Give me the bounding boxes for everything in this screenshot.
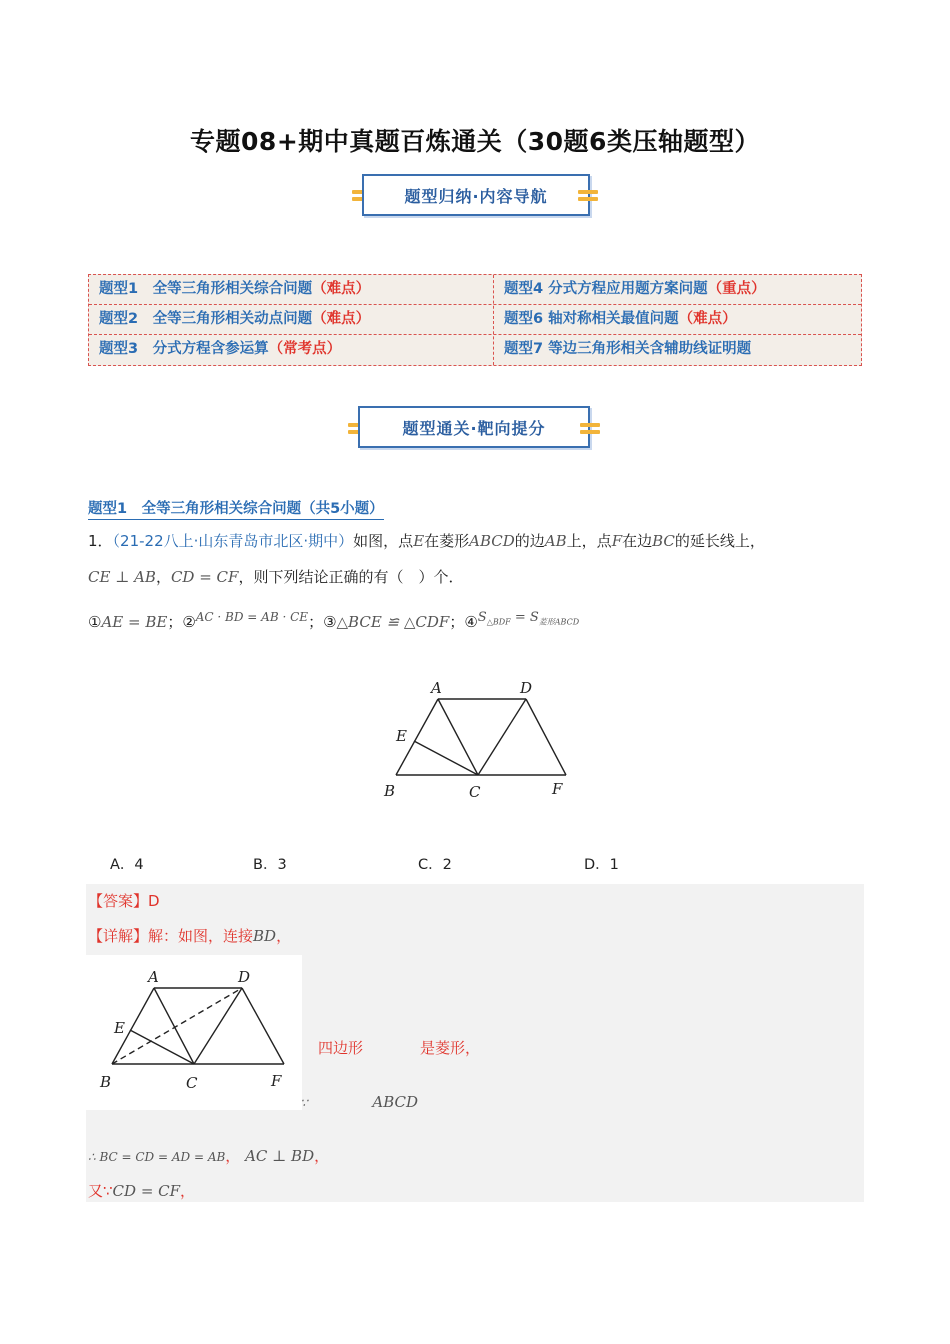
label-a: A — [431, 679, 442, 697]
option-d[interactable]: D．1 — [584, 857, 619, 873]
label-b: B — [384, 782, 396, 800]
toc-table — [88, 274, 862, 366]
equals-icon-right — [578, 187, 598, 203]
edge-dc — [478, 699, 526, 775]
statements-line: ①AE = BE；②$^{AC \cdot BD = AB \cdot CE}$；③△BCE ≌ △CDF；$④S_{\triangle BDF} = S_{菱形ABCD}$ — [88, 610, 580, 631]
option-a[interactable]: A．4 — [110, 857, 144, 873]
option-b[interactable]: B．3 — [253, 857, 287, 873]
banner-label: 题型归纳·内容导航 — [404, 186, 548, 206]
edge-df — [526, 699, 566, 775]
option-c[interactable]: C．2 — [418, 857, 452, 873]
toc-item-3[interactable]: 题型3 分式方程含参运算（常考点） — [99, 341, 342, 357]
section-banner-toc — [362, 174, 590, 216]
label-a-2: A — [148, 968, 159, 986]
toc-item-1[interactable]: 题型1 全等三角形相关综合问题（难点） — [99, 281, 371, 297]
also-line: 又∵CD = CF， — [88, 1182, 196, 1200]
question-source: （21-22八上·山东青岛市北区·期中） — [112, 532, 354, 550]
equals-icon-right-2 — [580, 420, 600, 436]
rhombus-text: 是菱形， — [420, 1039, 481, 1057]
edge-dc-2 — [194, 988, 242, 1064]
quad-text: 四边形 — [318, 1039, 364, 1057]
answer-figure — [90, 960, 300, 1100]
label-b-2: B — [100, 1073, 112, 1091]
toc-item-4[interactable]: 题型4 分式方程应用题方案问题（重点） — [504, 281, 766, 297]
detail-line: 【详解】解：如图，连接BD， — [88, 927, 292, 945]
section-banner-practice — [358, 406, 590, 448]
toc-item-2[interactable]: 题型2 全等三角形相关动点问题（难点） — [99, 311, 371, 327]
page-title: 专题08+期中真题百炼通关（30题6类压轴题型） — [190, 127, 760, 156]
label-c-2: C — [186, 1074, 198, 1092]
toc-item-6[interactable]: 题型6 轴对称相关最值问题（难点） — [504, 311, 737, 327]
label-e: E — [396, 727, 407, 745]
label-f-2: F — [271, 1072, 282, 1090]
toc-item-7[interactable]: 题型7 等边三角形相关含辅助线证明题 — [504, 341, 752, 357]
label-f: F — [552, 780, 563, 798]
label-d: D — [520, 679, 533, 697]
answer-label: 【答案】D — [88, 892, 160, 910]
label-c: C — [469, 783, 481, 801]
geometry-figure — [380, 672, 580, 807]
section-heading: 题型1 全等三角形相关综合问题（共5小题） — [88, 497, 384, 520]
question-line-2: CE ⊥ AB，CD = CF，则下列结论正确的有（ ）个． — [88, 568, 464, 586]
label-e-2: E — [114, 1019, 125, 1037]
banner-label-2: 题型通关·靶向提分 — [402, 418, 546, 438]
because-line: ∵ ABCD — [300, 1093, 419, 1111]
therefore-line: ∴ BC = CD = AD = AB， AC ⊥ BD， — [88, 1147, 330, 1165]
label-d-2: D — [238, 968, 251, 986]
question-line-1: 1．（21-22八上·山东青岛市北区·期中）如图，点E在菱形ABCD的边AB上，点F在边BC的延长线上， — [88, 532, 765, 550]
edge-bd-dashed — [112, 988, 242, 1064]
edge-df-2 — [242, 988, 284, 1064]
